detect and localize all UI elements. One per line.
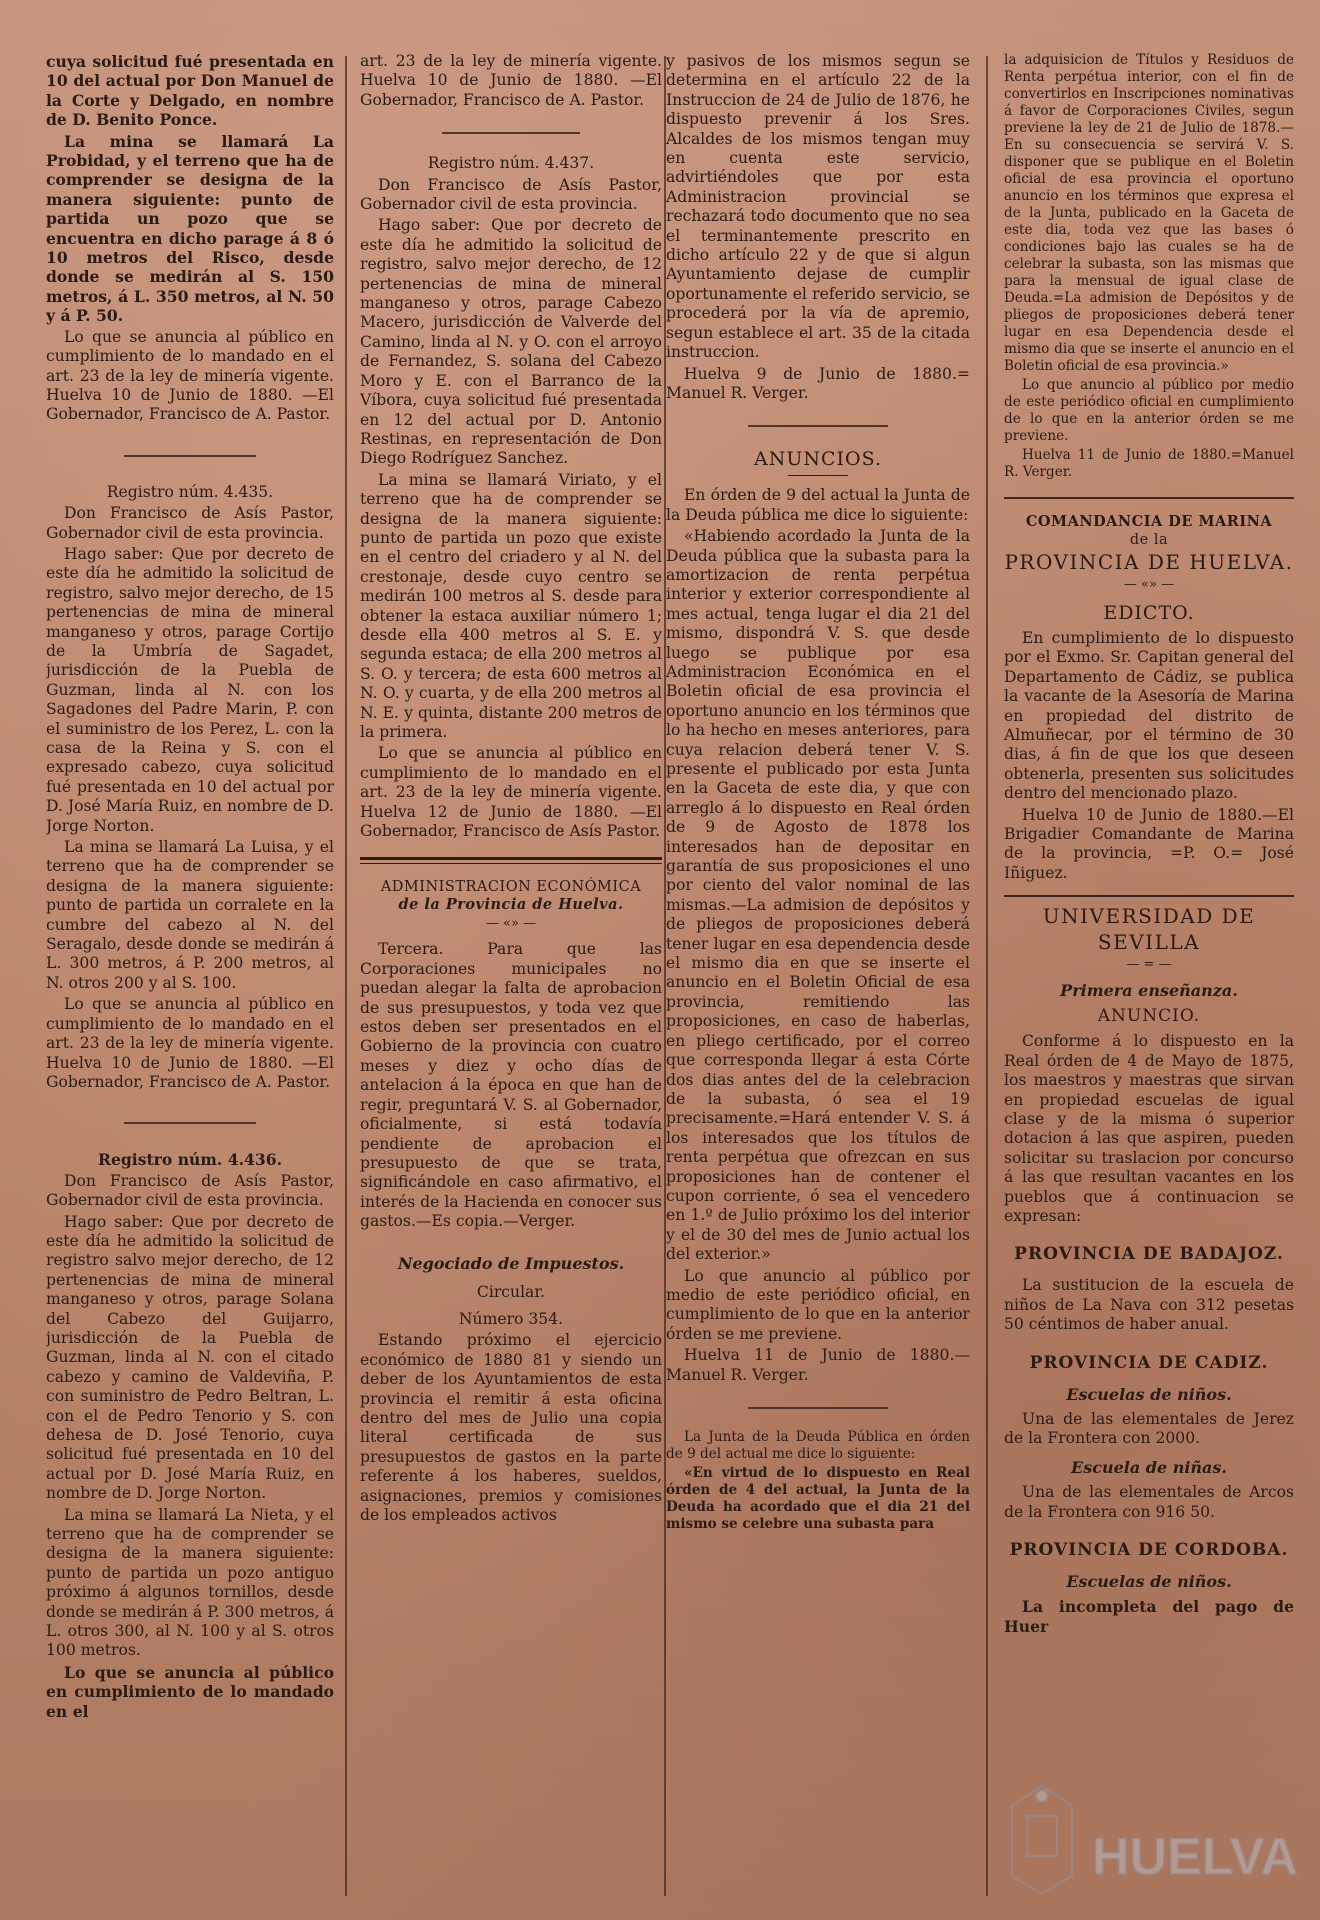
section-subheading: de la Provincia de Huelva. — [398, 896, 624, 914]
province-heading: PROVINCIA DE CADIZ. — [1029, 1352, 1269, 1373]
column-rule — [986, 56, 988, 1896]
rule — [1004, 497, 1294, 499]
province-heading: PROVINCIA DE BADAJOZ. — [1014, 1244, 1284, 1265]
paragraph: la adquisicion de Títulos y Residuos de Renta perpétua interior, con el fin de convertirlos en Inscripciones nominativas á favor de Corporaciones Civiles, segun previene la ley de 21 de Julio de 1878.—En su consecuencia se servirá V. S. disponer que se publique en el Boletin oficial de esa provincia el oportuno anuncio en los términos que expresa el de la Junta, publicado en la Gaceta de este dia, toda vez que las bases ó condiciones bajo las cuales se ha de celebrar la subasta, son las mismas que para la mensual de igual clase de Deuda.=La admision de Depósitos y de pliegos de proposiciones deberá tener lugar en esa Dependencia desde el mismo dia que se inserte el anuncio en el Boletin oficial de esa provincia.» — [1004, 52, 1294, 374]
paragraph: En órden de 9 del actual la Junta de la Deuda pública me dice lo siguiente: — [666, 486, 970, 524]
section-subheading: Primera enseñanza. — [1060, 981, 1238, 1001]
paragraph: art. 23 de la ley de minería vigente. Huelva 10 de Junio de 1880. —El Gobernador, Francisco de A. Pastor. — [360, 52, 662, 109]
section-heading: PROVINCIA DE HUELVA. — [1004, 550, 1294, 574]
column-2 — [360, 52, 662, 1900]
paragraph: Hago saber: Que por decreto de este día he admitido la solicitud de registro salvo mejor derecho, de 12 pertenencias de mina de mineral manganeso y otros, parage Solana del Cabezo del Guijarro, jurisdicción de la Puebla de Guzman, linda al N. con el citado cabezo y camino de Valdeviña, P. con suministro de Pedro Beltran, L. con el de Pedro Tenorio y S. con dehesa de D. José Tenorio, cuya solicitud fué presentada en 10 del actual por D. José María Ruiz, en nombre de D. Jorge Norton. — [46, 1212, 334, 1503]
column-1 — [46, 52, 334, 1900]
rule — [1004, 895, 1294, 897]
separator — [442, 132, 581, 134]
paragraph: Lo que se anuncia al público en cumplimiento de lo mandado en el art. 23 de la ley de minería vigente. Huelva 10 de Junio de 1880. —El Gobernador, Francisco de A. Pastor. — [46, 327, 334, 424]
circular-label: Circular. — [476, 1282, 546, 1301]
numero-label: Número 354. — [458, 1309, 564, 1328]
section-subheading: Escuelas de niños. — [1066, 1572, 1232, 1592]
section-heading: UNIVERSIDAD DE SEVILLA — [1042, 904, 1256, 955]
paragraph: «En virtud de lo dispuesto en Real órden de 4 del actual, la Junta de la Deuda ha acordado que el dia 21 del mismo se celebre una subasta para — [666, 1465, 970, 1532]
paragraph: La Junta de la Deuda Pública en órden de 9 del actual me dice lo siguiente: — [666, 1429, 970, 1462]
paragraph: Lo que anuncio al público por medio de este periódico oficial en cumplimiento de lo que en la anterior órden se me previene. — [1004, 377, 1294, 444]
paragraph: La mina se llamará La Probidad, y el terreno que ha de comprender se designa de la manera siguiente: punto de partida un pozo que se encuentra en dicho parage á 8 ó 10 metros del Risco, desde donde se medirán al S. 150 metros, á L. 350 metros, al N. 50 y á P. 50. — [46, 131, 334, 326]
anuncios-heading: ANUNCIOS. — [754, 448, 882, 471]
paragraph: Una de las elementales de Jerez de la Frontera con 2000. — [1004, 1409, 1294, 1447]
paragraph: La mina se llamará La Luisa, y el terreno que ha de comprender se designa de la manera siguiente: punto de partida un corralete en la cumbre del cabezo al N. del Seragalo, desde donde se medirán á L. 300 metros, á P. 200 metros, al N. otros 200 y al S. 100. — [46, 838, 334, 992]
paragraph: «Habiendo acordado la Junta de la Deuda pública que la subasta para la amortizacion de renta perpétua interior y exterior correspondiente al mes actual, tenga lugar el dia 21 del mismo, dispondrá V. S. que desde luego se publique por esa Administracion Económica en el Boletin oficial de esa provincia el oportuno anuncio en los términos que lo ha hecho en meses anteriores, para cuya relacion deberá tener V. S. presente el publicado por esta Junta en la Gaceta de este dia, y que con arreglo á lo dispuesto en Real órden de 9 de Agosto de 1878 los interesados han de depositar en garantía de sus proposiciones el uno por ciento del valor nominal de las mismas.—La admision de depósitos y de pliegos de proposiciones deberá tener lugar en esa dependencia desde el mismo dia en que se inserte el anuncio en el Boletin Oficial de esa provincia, remitiendo las proposiciones, en caso de haberlas, en pliego certificado, por el correo que corresponda llegar á esta Córte dos dias antes del de la celebracion de la subasta, ó sea el 19 precisamente.=Hará entender V. S. á los interesados que los títulos de renta perpétua que ofrezcan en sus proposiciones han de contener el cupon corriente, ó sea el vencedero en 1.º de Julio próximo los del interior y el de 30 del mes de Junio actual los del exterior.» — [666, 527, 970, 1264]
registro-title: Registro núm. 4.437. — [427, 154, 595, 173]
registro-title: Registro núm. 4.436. — [97, 1150, 283, 1170]
section-subheading: Escuela de niñas. — [1071, 1458, 1227, 1478]
paragraph: Hago saber: Que por decreto de este día he admitido la solicitud de registro, salvo mejor derecho, de 15 pertenencias de mina de mineral manganeso y otros, parage Cortijo de la Umbría de Sagadet, jurisdicción de la Puebla de Guzman, linda al N. con los Sagadones del Padre Marin, P. con el suministro de los Perez, L. con la casa de la Reina y S. con el expresado cabezo, cuya solicitud fué presentada en 10 del actual por D. José María Ruiz, en nombre de D. Jorge Norton. — [46, 544, 334, 835]
paragraph: Huelva 11 de Junio de 1880.— Manuel R. Verger. — [666, 1346, 970, 1384]
ornament: — = — — [1126, 957, 1172, 973]
double-rule — [360, 857, 662, 864]
paragraph: Lo que se anuncia al público en cumplimiento de lo mandado en el art. 23 de la ley de minería vigente. Huelva 12 de Junio de 1880. —El Gobernador, Francisco de Asís Pastor. — [360, 744, 662, 841]
paragraph: Don Francisco de Asís Pastor, Gobernador civil de esta provincia. — [46, 1171, 334, 1210]
column-4 — [1004, 52, 1294, 1900]
paragraph: Hago saber: Que por decreto de este día he admitido la solicitud de registro, salvo mejor derecho, de 12 pertenencias de mina de mineral manganeso y otros, parage Cabezo Macero, jurisdicción de Valverde del Camino, linda al N. y O. con el arroyo de Fernandez, S. solana del Cabezo Moro y E. con el Barranco de la Víbora, cuya solicitud fué presentada en 12 del actual por D. Antonio Restinas, en representación de Don Diego Rodríguez Sanchez. — [360, 216, 662, 468]
section-heading: de la — [1129, 532, 1169, 548]
paragraph: Don Francisco de Asís Pastor, Gobernador civil de esta provincia. — [360, 175, 662, 214]
paragraph: Conforme á lo dispuesto en la Real órden de 4 de Mayo de 1875, los maestros y maestras que sirvan en propiedad escuelas de igual clase y de la misma ó superior dotacion á las que aspiren, pueden solicitar su traslacion por concurso á las que resultan vacantes en los pueblos que á continuacion se expresan: — [1004, 1032, 1294, 1225]
watermark-text: HUELVA — [1092, 1828, 1299, 1886]
paragraph: Una de las elementales de Arcos de la Frontera con 916 50. — [1004, 1483, 1294, 1521]
paragraph: La sustitucion de la escuela de niños de La Nava con 312 pesetas 50 céntimos de haber anual. — [1004, 1276, 1294, 1334]
paragraph: La incompleta del pago de Huer — [1004, 1597, 1294, 1636]
province-heading: PROVINCIA DE CORDOBA. — [1009, 1540, 1289, 1561]
paragraph: En cumplimiento de lo dispuesto por el Exmo. Sr. Capitan general del Departamento de Cádiz, se publica la vacante de la Asesoría de Marina en propiedad del distrito de Almuñecar, por el término de 30 dias, á fin de que los que deseen obtenerla, presenten sus solicitudes dentro del mencionado plazo. — [1004, 629, 1294, 803]
paragraph: Huelva 11 de Junio de 1880.=Manuel R. Verger. — [1004, 447, 1294, 480]
column-rule — [345, 56, 347, 1896]
edicto-heading: EDICTO. — [1103, 602, 1195, 624]
separator — [748, 1407, 888, 1409]
section-heading: COMANDANCIA DE MARINA — [1025, 513, 1273, 530]
heading-underline — [788, 475, 849, 476]
separator — [124, 455, 256, 457]
paragraph: Lo que se anuncia al público en cumplimiento de lo mandado en el — [46, 1662, 334, 1721]
section-heading: Negociado de Impuestos. — [397, 1253, 625, 1273]
paragraph: Estando próximo el ejercicio económico de 1880 81 y siendo un deber de los Ayuntamientos de esta provincia el remitir á esta oficina dentro del mes de Julio una copia literal certificada de sus presupuestos de gastos en la parte referente á los haberes, sueldos, asignaciones, premios y comisiones de los empleados activos — [360, 1331, 662, 1524]
column-3 — [666, 52, 970, 1900]
paragraph: cuya solicitud fué presentada en 10 del actual por Don Manuel de la Corte y Delgado, en nombre de D. Benito Ponce. — [46, 52, 334, 130]
paragraph: Tercera. Para que las Corporaciones municipales no puedan alegar la falta de aprobacion de sus presupuestos, y toda vez que estos deben ser presentados en el Gobierno de la provincia con cuatro meses y diez y ocho días de antelacion á la época en que han de regir, preguntará V. S. al Gobernador, oficialmente, si está todavía pendiente de aprobacion el presupuesto de que se trata, significándole en caso afirmativo, el interés de la Hacienda en conocer sus gastos.—Es copia.—Verger. — [360, 940, 662, 1231]
ornament: — «» — — [485, 916, 537, 932]
paragraph: Huelva 10 de Junio de 1880.—El Brigadier Comandante de Marina de la provincia, =P. O.= José Iñiguez. — [1004, 805, 1294, 882]
paragraph: La mina se llamará Viriato, y el terreno que ha de comprender se designa de la manera siguiente: punto de partida un pozo que existe en el centro del criadero y al N. del crestonaje, desde cuyo centro se medirán 100 metros al S. desde para obtener la estaca auxiliar número 1; desde ella 400 metros al S. E. y segunda estaca; de ella 200 metros al S. O. y tercera; de esta 600 metros al N. O. y cuarta, y de ella 200 metros al N. E. y quinta, distante 200 metros de la primera. — [360, 470, 662, 741]
paragraph: Lo que se anuncia al público en cumplimiento de lo mandado en el art. 23 de la ley de minería vigente. Huelva 10 de Junio de 1880. —El Gobernador, Francisco de A. Pastor. — [46, 995, 334, 1091]
section-heading: ADMINISTRACION ECONÓMICA — [380, 879, 642, 896]
paragraph: Lo que anuncio al público por medio de este periódico oficial, en cumplimiento de lo que en la anterior órden se me previene. — [666, 1266, 970, 1343]
section-subheading: Escuelas de niños. — [1066, 1384, 1232, 1404]
paragraph: Don Francisco de Asís Pastor, Gobernador civil de esta provincia. — [46, 504, 334, 542]
paragraph: y pasivos de los mismos segun se determina en el artículo 22 de la Instruccion de 24 de Julio de 1876, he dispuesto prevenir á los Sres. Alcaldes de los mismos tengan muy en cuenta este servicio, advirtiéndoles que por esta Administracion provincial se rechazará todo documento que no sea el terminantemente prescrito en dicho artículo 22 y de que si algun Ayuntamiento dejase de cumplir oportunamente el referido servicio, se procederá por la vía de apremio, segun establece el art. 35 de la citada instruccion. — [666, 52, 970, 362]
paragraph: Huelva 9 de Junio de 1880.= Manuel R. Verger. — [666, 364, 970, 402]
ornament: — «» — — [1123, 577, 1175, 592]
anuncio-heading: ANUNCIO. — [1097, 1006, 1201, 1027]
paragraph: La mina se llamará La Nieta, y el terreno que ha de comprender se designa de la manera siguiente: punto de partida un pozo antiguo próximo á algunos tornillos, desde donde se medirán á P. 300 metros, á L. otros 300, al N. 100 y al S. otros 100 metros. — [46, 1505, 334, 1660]
separator — [748, 425, 888, 427]
registro-title: Registro núm. 4.435. — [106, 482, 274, 501]
separator — [124, 1122, 256, 1124]
